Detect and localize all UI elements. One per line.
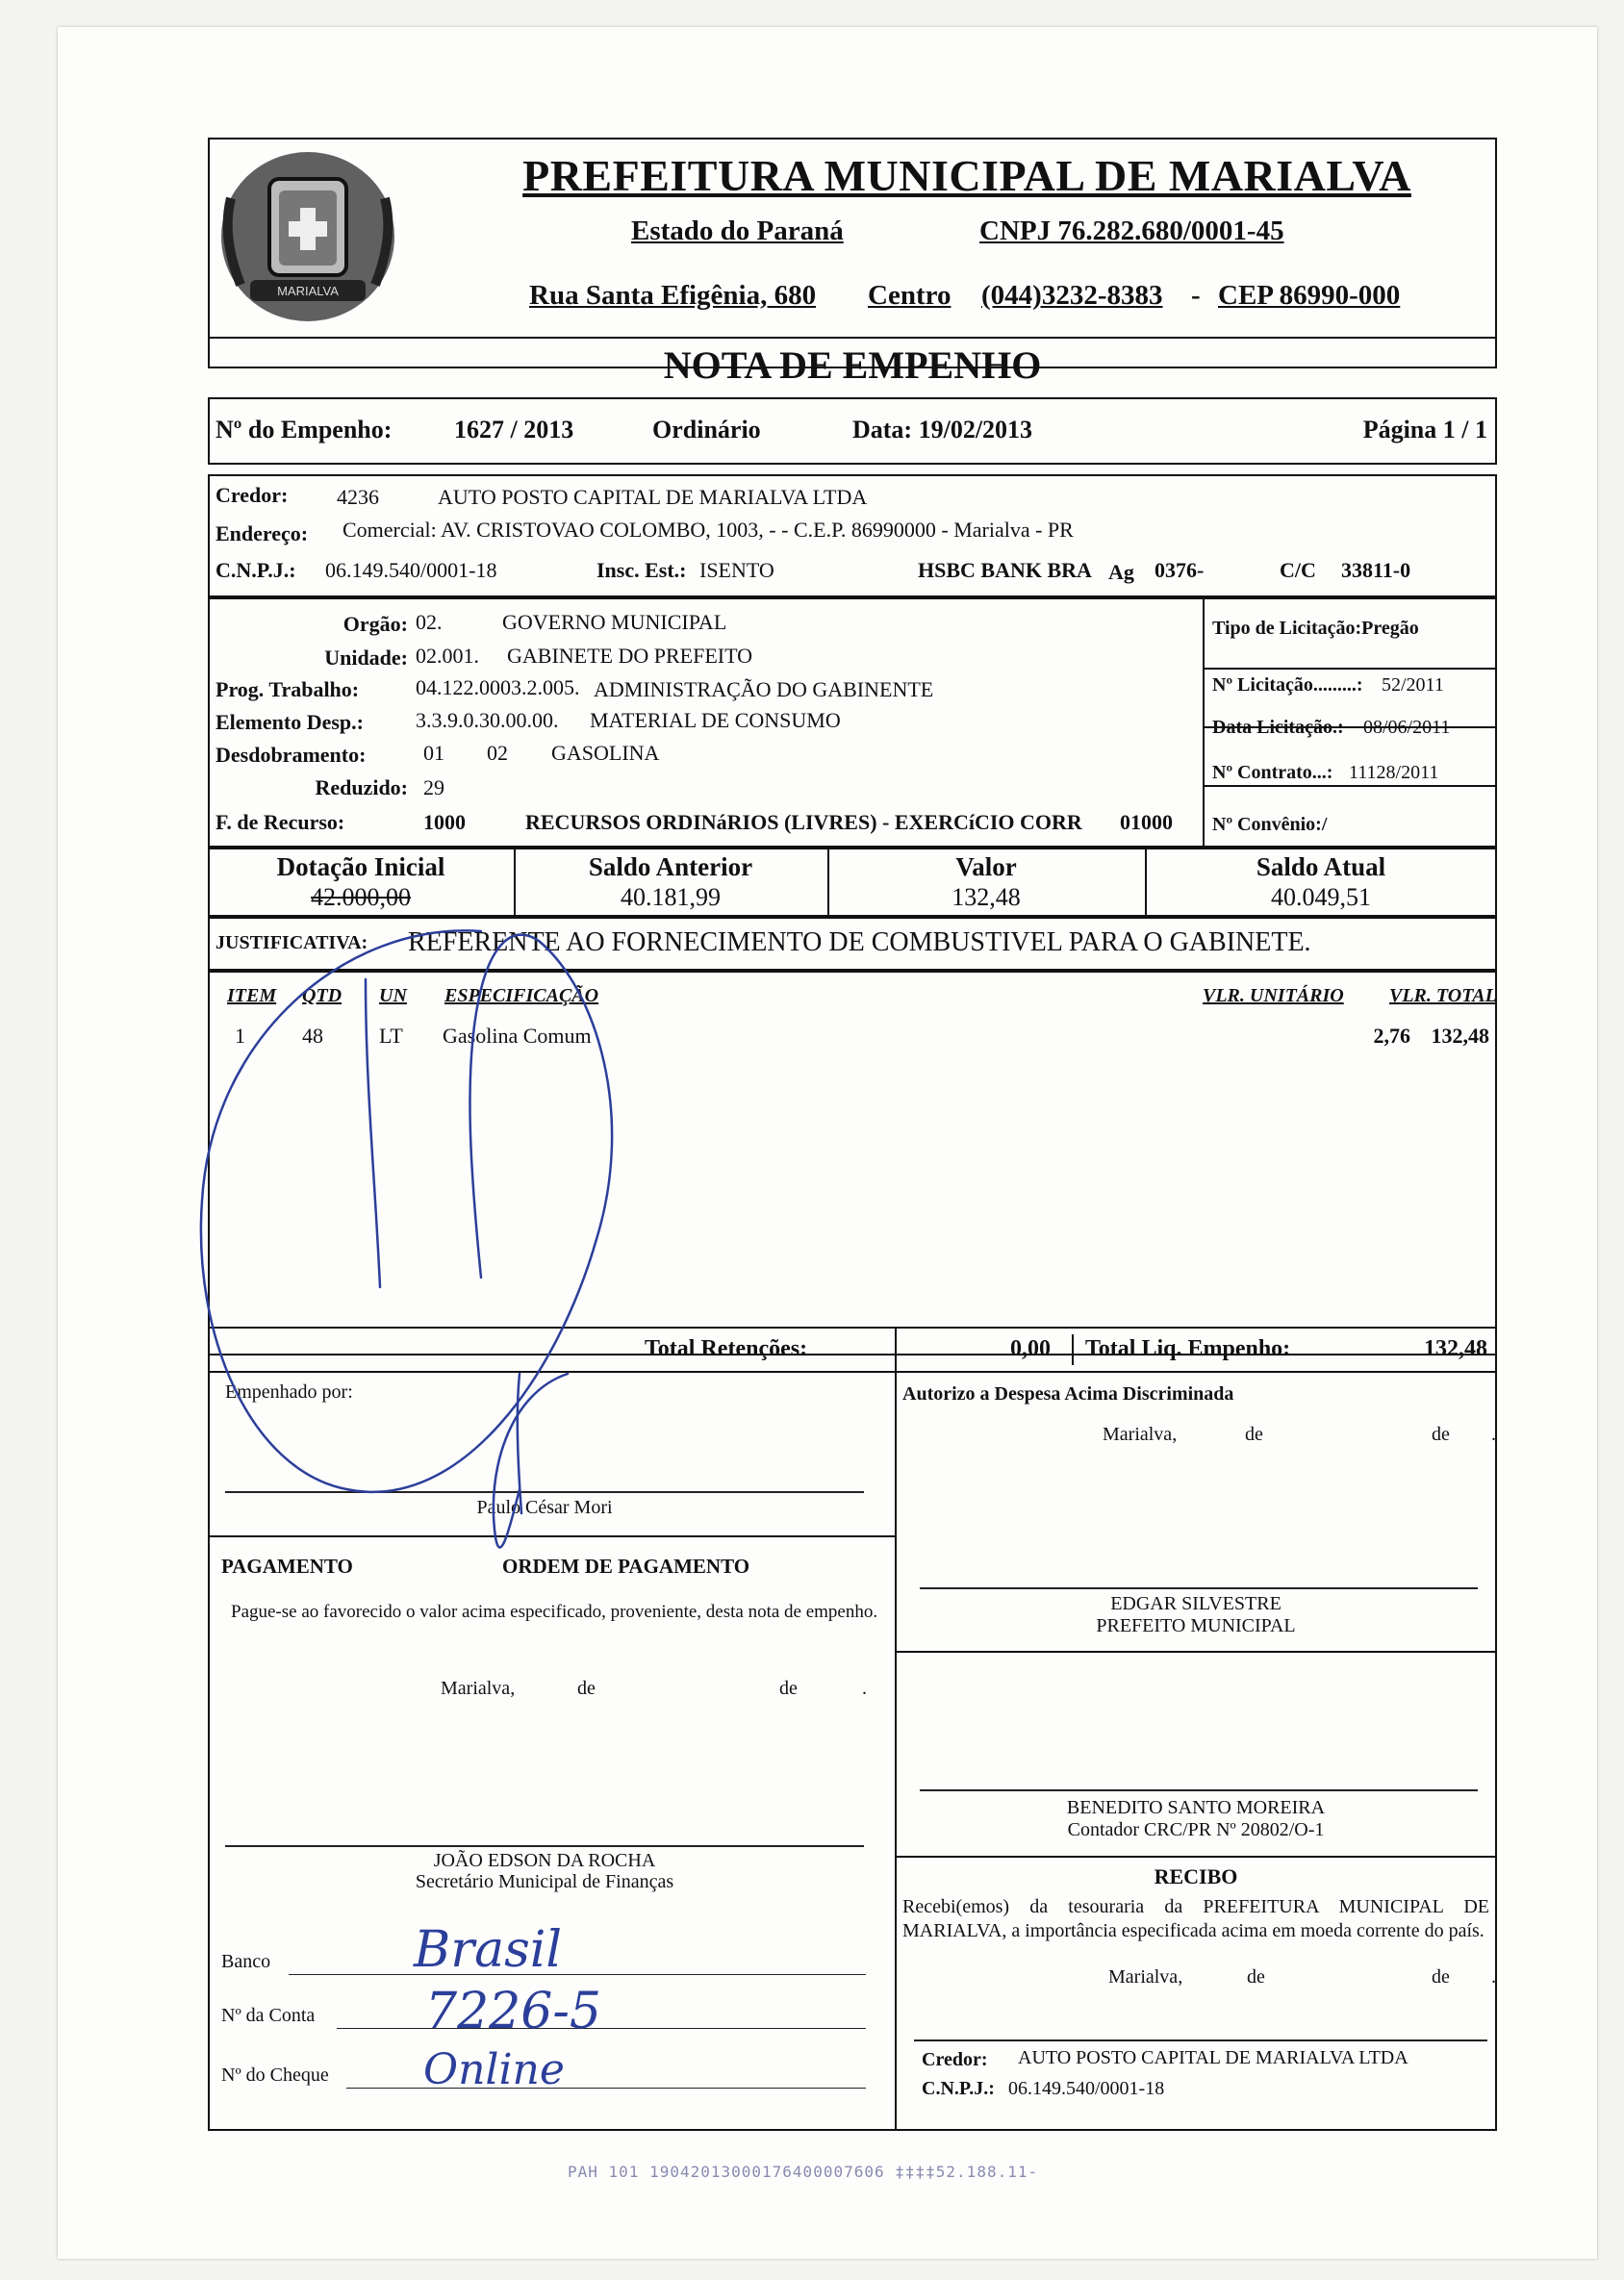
licitacao-numero-label: Nº Licitação.........: [1212,674,1363,696]
item-un: LT [379,1024,403,1048]
col-un-header: UN [379,985,407,1006]
item-especificacao: Gasolina Comum [443,1024,592,1048]
item-number: 1 [235,1024,245,1048]
conta-label: Nº da Conta [221,2005,316,2026]
autorizo-text: Autorizo a Despesa Acima Discriminada [902,1383,1234,1405]
address-street: Rua Santa Efigênia, 680 [529,280,817,311]
insc-label: Insc. Est.: [596,558,687,582]
item-qtd: 48 [302,1024,323,1048]
reduzido-value: 29 [423,775,444,799]
desdobramento-label: Desdobramento: [216,743,367,767]
empenho-type: Ordinário [652,416,761,443]
address-sep: - [1191,280,1201,311]
recibo-de2: de [1432,1966,1450,1988]
licitacao-data: 08/06/2011 [1363,717,1451,738]
convenio-label: Nº Convênio:/ [1212,814,1328,835]
saldo-atual-label: Saldo Atual [1256,852,1386,881]
state-label: Estado do Paraná [631,215,844,246]
unidade-code: 02.001. [416,644,479,668]
valor-value: 132,48 [952,883,1021,911]
item-total: 132,48 [1431,1024,1489,1048]
handwritten-banco: Brasil [414,1921,563,1979]
handwritten-conta: 7226-5 [425,1983,601,2040]
prefeito-title: PREFEITO MUNICIPAL [1096,1615,1296,1636]
recibo-credor-name: AUTO POSTO CAPITAL DE MARIALVA LTDA [1018,2047,1408,2068]
total-liquido-label: Total Liq. Empenho: [1085,1336,1291,1361]
justificativa-label: JUSTIFICATIVA: [216,932,368,953]
contrato-value: 11128/2011 [1349,762,1439,783]
address-phone: (044)3232-8383 [981,280,1163,311]
document-title: NOTA DE EMPENHO [663,343,1042,387]
crest-logo [212,140,404,333]
total-liquido-value: 132,48 [1424,1336,1487,1361]
footer-code: PAH 101 19042013000176400007606 ‡‡‡‡52.188.11- [568,2163,1039,2181]
elemento-code: 3.3.9.0.30.00.00. [416,708,559,732]
item-unit-price: 2,76 [1373,1024,1410,1048]
saldo-anterior-value: 40.181,99 [621,883,721,911]
contrato-label: Nº Contrato...: [1212,762,1333,783]
valor-label: Valor [955,852,1017,881]
dotacao-inicial-label: Dotação Inicial [276,852,445,881]
col-qtd-header: QTD [302,985,343,1006]
unidade-name: GABINETE DO PREFEITO [507,644,753,668]
prog-name: ADMINISTRAÇÃO DO GABINENTE [594,677,934,701]
prog-code: 04.122.0003.2.005. [416,675,580,699]
credor-code: 4236 [337,485,379,509]
dotacao-inicial-value: 42.000,00 [311,883,411,911]
recibo-title: RECIBO [1154,1864,1238,1888]
recurso-label: F. de Recurso: [216,810,345,834]
page-number: Página 1 / 1 [1362,416,1487,443]
account-value: 33811-0 [1341,558,1411,582]
cnpj-label: CNPJ 76.282.680/0001-45 [979,215,1284,246]
orgao-name: GOVERNO MUNICIPAL [502,610,727,634]
credor-cnpj: 06.149.540/0001-18 [325,558,497,582]
retencoes-label: Total Retenções: [645,1336,808,1361]
banco-label: Banco [221,1951,271,1972]
credor-address: Comercial: AV. CRISTOVAO COLOMBO, 1003, - - C.E.P. 86990000 - Marialva - PR [343,518,1074,542]
empenho-number: 1627 / 2013 [454,416,574,443]
prefeito-name: EDGAR SILVESTRE [1110,1593,1281,1614]
empenhado-name: Paulo César Mori [476,1497,613,1518]
orgao-label: Orgão: [343,612,408,636]
secretario-name: JOÃO EDSON DA ROCHA [433,1850,656,1871]
empenho-date: Data: 19/02/2013 [852,416,1033,443]
recibo-cnpj-label: C.N.P.J.: [922,2078,995,2099]
autorizo-place: Marialva, [1103,1424,1178,1445]
autorizo-de2: de [1432,1424,1450,1445]
signature-area [208,1371,1497,2131]
cheque-label: Nº do Cheque [221,2065,329,2086]
autorizo-de1: de [1245,1424,1263,1445]
justificativa-text: REFERENTE AO FORNECIMENTO DE COMBUSTIVEL PARA O GABINETE. [408,927,1311,957]
recibo-de1: de [1247,1966,1265,1988]
recibo-dot: . [1491,1966,1496,1988]
col-vlr-total-header: VLR. TOTAL [1389,985,1497,1006]
svg-text:MARIALVA: MARIALVA [277,284,339,298]
orgao-code: 02. [416,610,443,634]
prog-label: Prog. Trabalho: [216,677,360,701]
pagamento-de1: de [577,1678,596,1699]
totals-row [208,1327,1497,1373]
licitacao-tipo: Tipo de Licitação:Pregão [1212,618,1419,639]
reduzido-label: Reduzido: [315,775,408,799]
recurso-code: 1000 [423,810,466,834]
empenhado-por-label: Empenhado por: [225,1381,353,1403]
empenho-label: Nº do Empenho: [216,416,393,443]
licitacao-numero: 52/2011 [1382,674,1444,696]
document-page [58,27,1597,2259]
agency-value: 0376- [1155,558,1205,582]
account-label: C/C [1280,558,1316,582]
ordem-label: ORDEM DE PAGAMENTO [502,1555,750,1578]
autorizo-dot: . [1491,1424,1496,1445]
desdobramento-name: GASOLINA [551,741,660,765]
secretario-title: Secretário Municipal de Finanças [415,1871,674,1892]
licitacao-data-label: Data Licitação.: [1212,717,1344,738]
pagamento-label: PAGAMENTO [221,1555,353,1578]
retencoes-value: 0,00 [1010,1336,1051,1361]
address-label: Endereço: [216,521,309,545]
pague-text: Pague-se ao favorecido o valor acima especificado, proveniente, desta nota de empenho. [231,1602,878,1622]
item-row [208,1024,1497,1062]
pagamento-place: Marialva, [441,1678,516,1699]
contador-title: Contador CRC/PR Nº 20802/O-1 [1067,1819,1325,1840]
col-vlr-unitario-header: VLR. UNITÁRIO [1203,985,1344,1006]
credor-label: Credor: [216,483,289,507]
recibo-text: Recebi(emos) da tesouraria da PREFEITURA MUNICIPAL DE MARIALVA, a importância especificada acima em moeda corrente do país. [902,1896,1489,1941]
desdobramento-a: 01 [423,741,444,765]
contador-name: BENEDITO SANTO MOREIRA [1066,1797,1326,1818]
unidade-label: Unidade: [324,646,408,670]
saldo-anterior-label: Saldo Anterior [588,852,753,881]
address-district: Centro [868,280,952,311]
agency-label: Ag [1108,560,1134,584]
pagamento-de2: de [779,1678,798,1699]
elemento-label: Elemento Desp.: [216,710,364,734]
credor-cnpj-label: C.N.P.J.: [216,558,296,582]
address-cep: CEP 86990-000 [1218,280,1401,311]
handwritten-cheque: Online [423,2045,565,2094]
recibo-place: Marialva, [1108,1966,1183,1988]
recibo-cnpj: 06.149.540/0001-18 [1008,2078,1165,2099]
recurso-name: RECURSOS ORDINáRIOS (LIVRES) - EXERCíCIO CORR [525,810,1082,834]
col-item-header: ITEM [227,985,277,1006]
desdobramento-b: 02 [487,741,508,765]
city-hall-title: PREFEITURA MUNICIPAL DE MARIALVA [522,151,1411,200]
insc-value: ISENTO [699,558,774,582]
pagamento-dot: . [862,1678,867,1699]
col-especificacao-header: ESPECIFICAÇÃO [444,985,599,1006]
saldo-atual-value: 40.049,51 [1271,883,1371,911]
credor-name: AUTO POSTO CAPITAL DE MARIALVA LTDA [438,485,868,509]
recurso-code2: 01000 [1120,810,1173,834]
bank-name: HSBC BANK BRA [918,558,1092,582]
elemento-name: MATERIAL DE CONSUMO [590,708,841,732]
recibo-credor-label: Credor: [922,2049,988,2070]
